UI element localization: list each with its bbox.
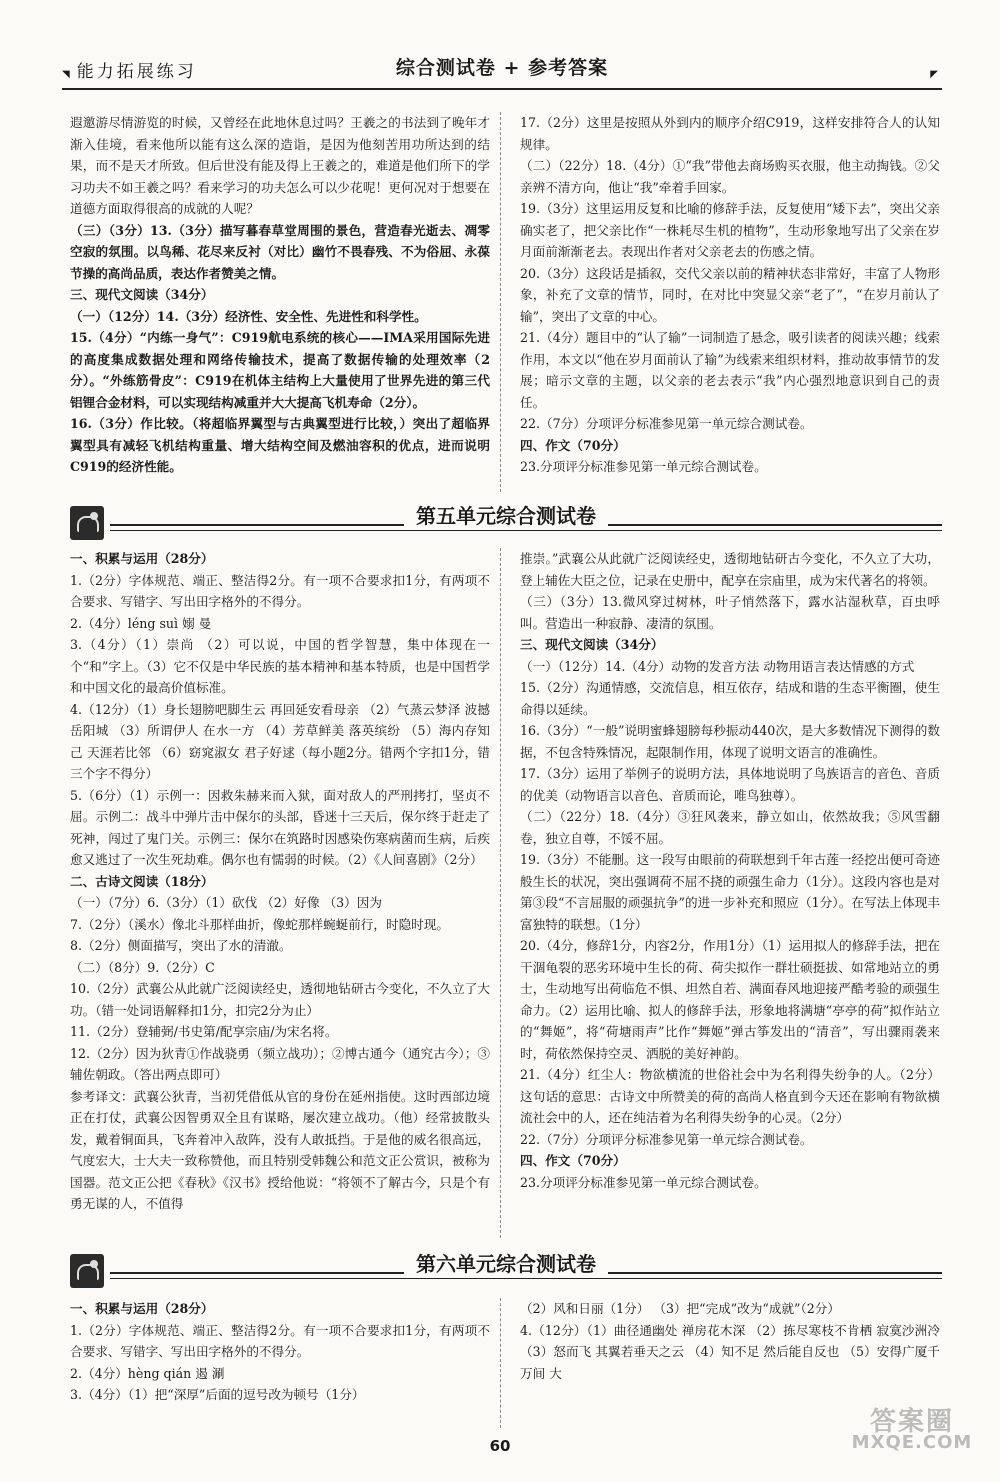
- header-title: 综合测试卷 + 参考答案: [395, 57, 609, 79]
- answer-paragraph: 23.分项评分标准参见第一单元综合测试卷。: [520, 459, 767, 474]
- answer-paragraph: 5.（6分）（1）示例一：因救朱赫来而入狱，面对敌人的严刑拷打，坚贞不屈。示例二：战斗中弹片击中保尔的头部，昏迷十三天后，保尔终于赶走了死神，闯过了鬼门关。示例三：保尔在筑路时因感染伤寒病菌而生病，后疾愈又逃过了一次生死劫难。偶尔也有懦弱的时候。（2）《人间喜剧》（2分）: [70, 787, 490, 867]
- subsection-heading: 四、作文（70分）: [520, 1153, 626, 1168]
- subsection-heading: 三、现代文阅读（34分）: [70, 287, 214, 302]
- answer-paragraph: （一）（7分）6.（3分）（1）砍伐 （2）好像 （3）因为: [70, 895, 382, 910]
- answer-paragraph: 2.（4分）hèng qián 遏 涮: [70, 1365, 225, 1381]
- answer-paragraph: 23.分项评分标准参见第一单元综合测试卷。: [520, 1174, 767, 1190]
- unit5-title: 第五单元综合测试卷: [404, 504, 608, 528]
- answer-paragraph: 1.（2分）字体规范、端正、整洁得2分。有一项不合要求扣1分，有两项不合要求、写错字、写出田字格外的不得分。: [70, 1322, 490, 1359]
- answer-paragraph: 2.（4分）léng suì 嫋 曼: [70, 615, 212, 631]
- corner-triangle-icon: ◤: [930, 69, 938, 80]
- answer-paragraph: 17.（3分）运用了举例子的说明方法，具体地说明了鸟族语言的音色、音质的优美（动物语言以音色、音质而论，唯鸟独尊）。: [520, 766, 940, 803]
- answer-paragraph: 遐邀游尽情游览的时候，又曾经在此地休息过吗？王羲之的书法到了晚年才渐入佳境，看来他所以能有这么深的造诣，是因为他刻苦用功所达到的结果，而不是天才所致。但后世没有能及得上王羲之的，难道是他们所下的学习功夫不如王羲之吗？看来学习的功夫怎么可以少花呢！更何况对于想要在道德方面取得很高的成就的人呢？: [70, 115, 490, 216]
- answer-paragraph: 17.（2分）这里是按照从外到内的顺序介绍C919，这样安排符合人的认知规律。: [520, 115, 940, 152]
- section-icon: [70, 506, 104, 540]
- unit6-title: 第六单元综合测试卷: [404, 1252, 608, 1276]
- answer-paragraph: （2）风和日丽（1分） （3）把“完成”改为“成就”（2分）: [520, 1301, 840, 1316]
- watermark-text: 答案圈: [869, 1407, 954, 1437]
- unit6-right-column: [520, 1298, 940, 1384]
- column-divider: [500, 112, 501, 492]
- answer-paragraph: 4.（12分）（1）曲径通幽处 禅房花木深 （2）拣尽寒枝不肯栖 寂寞沙洲冷 （3）怒而飞 其翼若垂天之云 （4）知不足 然后能自反也 （5）安得广厦千万间 大: [520, 1322, 940, 1381]
- answer-paragraph: 20.（4分，修辞1分，内容2分，作用1分）（1）运用拟人的修辞手法，把在干涸龟裂的恶劣环境中生长的荷、荷尖拟作一群壮硕挺拔、如常地站立的勇士，生动地写出荷临危不惧、坦然自若、满面春风地迎接严酷考验的顽强生命力。（2）运用比喻、拟人的修辞手法，形象地将满塘“亭亭的荷”拟作站立的“舞姬”，将“荷塘雨声”比作“舞姬”弹古筝发出的“清音”，写出骤雨袭来时，荷依然保持空灵、洒脱的美好神韵。: [520, 938, 940, 1061]
- top-left-column: [70, 112, 490, 478]
- answer-paragraph: 21.（4分）红尘人：物欲横流的世俗社会中为名利得失纷争的人。（2分）这句话的意思：古诗文中所赞美的荷的高尚人格直到今天还在影响有物欲横流社会中的人，还在纯洁着为名利得失纷争的心灵。（2分）: [520, 1067, 940, 1125]
- unit5-right-column: [520, 548, 940, 1193]
- top-right-column: [520, 112, 940, 478]
- answer-paragraph: 11.（2分）登辅弼/书史第/配享宗庙/为宋名将。: [70, 1024, 338, 1039]
- answer-paragraph: 参考译文：武襄公狄青，当初凭借低从官的身份在延州指使。这时西部边境正在打仗，武襄公因智勇双全且有谋略，屡次建立战功。（他）经常披散头发，戴着铜面具，飞奔着冲入敌阵，没有人敢抵挡。于是他的威名很高远，气度宏大，士大夫一致称赞他，而且特别受韩魏公和范文正公赏识，被称为国器。范文正公把《春秋》《汉书》授给他说：“将领不了解古今，只是个有勇无谋的人，不值得: [70, 1088, 490, 1211]
- answer-paragraph: 19.（3分）这里运用反复和比喻的修辞手法，反复使用“矮下去”，突出父亲确实老了，把父亲比作“一株耗尽生机的植物”，生动形象地写出了父亲在岁月面前渐渐老去。表现出作者对父亲老去的伤感之情。: [520, 201, 940, 259]
- answer-paragraph: 推崇。”武襄公从此就广泛阅读经史，透彻地钻研古今变化，不久立了大功，登上辅佐大臣之位，记录在史册中，配享在宗庙里，成为宋代著名的将领。: [520, 551, 940, 588]
- column-divider: [500, 1298, 501, 1428]
- answer-paragraph: 21.（4分）题目中的“认了输”一词制造了悬念，吸引读者的阅读兴趣；线索作用，本文以“他在岁月面前认了输”为线索来组织材料，推动故事情节的发展；暗示文章的主题，以父亲的老去表示“我”内心强烈地意识到自己的责任。: [520, 330, 940, 410]
- answer-paragraph: 3.（4分）（1）把“深厚”后面的逗号改为顿号（1分）: [70, 1387, 365, 1402]
- answer-paragraph: 15.（4分）“内练一身气”：C919航电系统的核心——IMA采用国际先进的高度集成数据处理和网络传输技术，提高了数据传输的处理效率（2分）。“外练筋骨皮”：C919在机体主结构上大量使用了世界先进的第三代铝锂合金材料，可以实现结构减重并大大提高飞机寿命（2分）。: [70, 330, 490, 410]
- page-number: 60: [489, 1437, 511, 1455]
- answer-paragraph: （二）（22分）18.（4分）③狂风袭来，静立如山，依然故我；⑤风雪翻卷，独立自尊，不馁不屈。: [520, 809, 940, 846]
- answer-paragraph: 16.（3分）作比较。（将超临界翼型与古典翼型进行比较，）突出了超临界翼型具有减轻飞机结构重量、增大结构空间及燃油容积的优点，进而说明C919的经济性能。: [70, 416, 490, 474]
- answer-paragraph: （一）（12分）14.（4分）动物的发音方法 动物用语言表达情感的方式: [520, 658, 915, 674]
- subsection-heading: 四、作文（70分）: [520, 437, 626, 453]
- answer-paragraph: （二）（8分）9.（2分）C: [70, 959, 215, 975]
- answer-paragraph: 10.（2分）武襄公从此就广泛阅读经史，透彻地钻研古今变化，不久立了大功。（错一处词语解释扣1分，扣完2分为止）: [70, 981, 490, 1018]
- answer-paragraph: （一）（12分）14.（3分）经济性、安全性、先进性和科学性。: [70, 308, 427, 324]
- subsection-heading: 三、现代文阅读（34分）: [520, 637, 664, 652]
- unit6-left-column: [70, 1298, 490, 1406]
- unit5-left-column: [70, 548, 490, 1215]
- answer-paragraph: （二）（22分）18.（4分）①“我”带他去商场购买衣服，他主动掏钱。②父亲辨不清方向，他让“我”牵着手回家。: [520, 158, 940, 195]
- unit5-section-header: [70, 506, 942, 540]
- subsection-heading: 二、古诗文阅读（18分）: [70, 873, 214, 889]
- answer-paragraph: 8.（2分）侧面描写，突出了水的清澈。: [70, 938, 292, 953]
- answer-paragraph: 3.（4分）（1）崇尚 （2）可以说，中国的哲学智慧，集中体现在一个“和”字上。（3）它不仅是中华民族的基本精神和基本特质，也是中国哲学和中国文化的最高价值标准。: [70, 637, 490, 695]
- answer-paragraph: （三）（3分）13.（3分）描写暮春草堂周围的景色，营造春光逝去、凋零空寂的氛围。以鸟稀、花尽来反衬（对比）幽竹不畏春残、不为俗屈、永葆节操的高尚品质，表达作者赞美之情。: [70, 222, 490, 281]
- site-watermark: [832, 1407, 992, 1472]
- subsection-heading: 一、积累与运用（28分）: [70, 1301, 214, 1316]
- column-divider: [500, 548, 501, 1238]
- header-left-text: 能力拓展练习: [76, 62, 197, 82]
- answer-paragraph: 12.（2分）因为狄青①作战骁勇（频立战功）；②博古通今（通究古今）；③辅佐朝政。（答出两点即可）: [70, 1045, 490, 1082]
- answer-paragraph: （三）（3分）13.微风穿过树林，叶子悄然落下，露水沾湿秋草，百虫呼叫。营造出一种寂静、凄清的氛围。: [520, 594, 940, 631]
- answer-paragraph: 1.（2分）字体规范、端正、整洁得2分。有一项不合要求扣1分，有两项不合要求、写错字、写出田字格外的不得分。: [70, 572, 490, 609]
- answer-paragraph: 20.（3分）这段话是插叙，交代父亲以前的精神状态非常好，丰富了人物形象，补充了文章的情节，同时，在对比中突显父亲“老了”，“在岁月前认了输”，突出了文章的中心。: [520, 265, 940, 324]
- answer-paragraph: 7.（2分）（溪水）像北斗那样曲折，像蛇那样蜿蜒前行，时隐时现。: [70, 916, 449, 932]
- answer-paragraph: 4.（12分）（1）身长翅膀吧脚生云 再回延安看母亲 （2）气蒸云梦泽 波撼岳阳城 （3）所谓伊人 在水一方 （4）芳草鲜美 落英缤纷 （5）海内存知己 天涯若比邻 （6）窈窕淑女 君子好逑（每小题2分。错两个字扣1分，错三个字不得分）: [70, 701, 490, 781]
- subsection-heading: 一、积累与运用（28分）: [70, 551, 214, 566]
- page-header: [62, 58, 942, 90]
- watermark-url: MXQE.COM: [851, 1431, 973, 1453]
- answer-paragraph: 22.（7分）分项评分标准参见第一单元综合测试卷。: [520, 416, 813, 431]
- answer-paragraph: 19.（3分）不能删。这一段写由眼前的荷联想到千年古莲一经挖出便可奇迹般生长的状况，突出强调荷不屈不挠的顽强生命力（1分）。这段内容也是对第③段“不言屈服的顽强抗争”的进一步补充和照应（1分）。在写法上体现丰富独特的联想。（1分）: [520, 852, 940, 932]
- answer-paragraph: 15.（2分）沟通情感，交流信息，相互依存，结成和谐的生态平衡圈，使生命得以延续。: [520, 680, 940, 717]
- answer-paragraph: 22.（7分）分项评分标准参见第一单元综合测试卷。: [520, 1131, 813, 1147]
- answer-paragraph: 16.（3分）“一般”说明蜜蜂翅膀每秒振动440次，是大多数情况下测得的数据，不包含特殊情况，起限制作用，体现了说明文语言的准确性。: [520, 723, 940, 760]
- section-icon: [70, 1254, 104, 1288]
- unit6-section-header: [70, 1254, 942, 1288]
- triangle-icon: ◥: [62, 69, 73, 80]
